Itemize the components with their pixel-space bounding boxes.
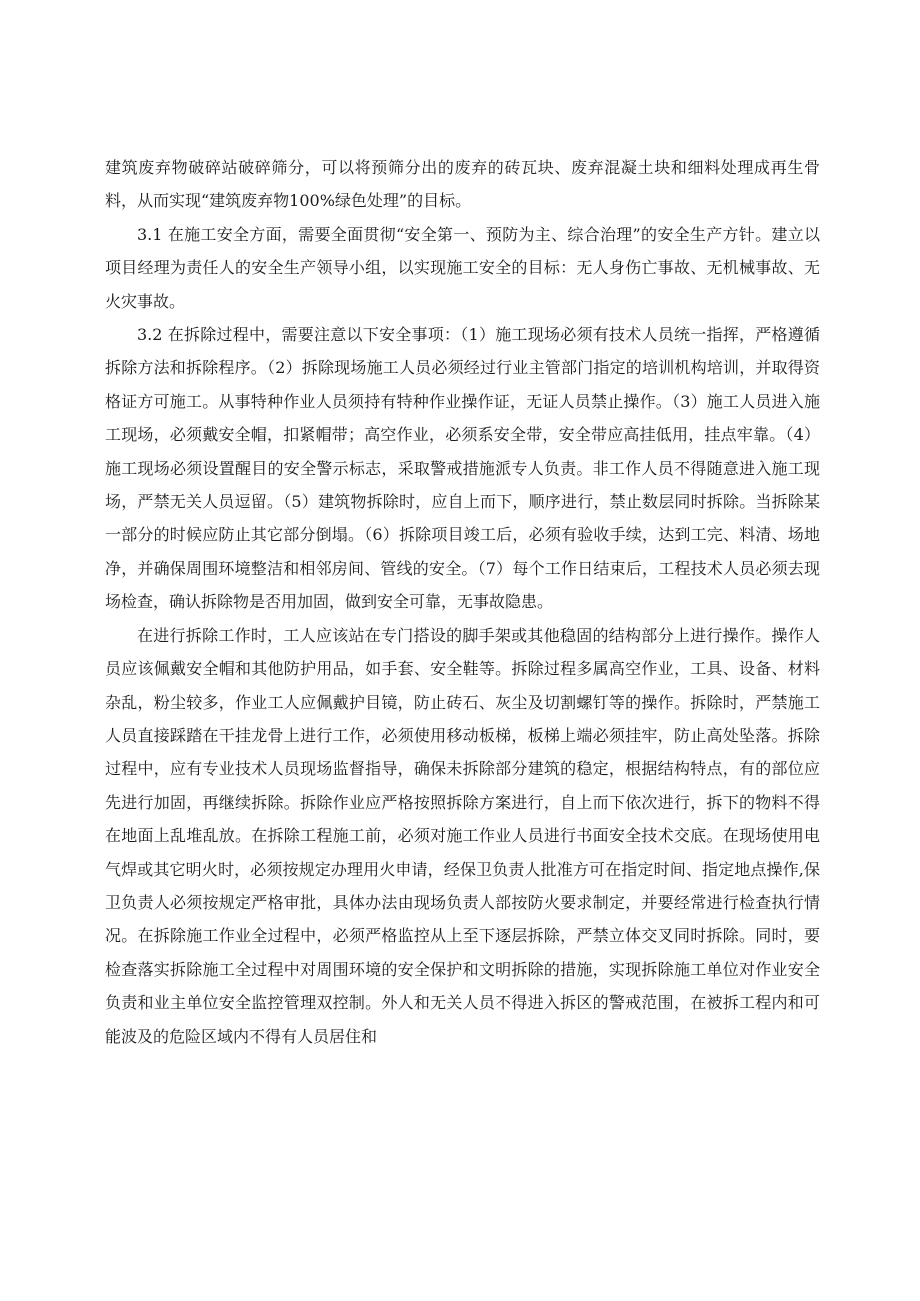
paragraph-section-3-2: 3.2 在拆除过程中，需要注意以下安全事项：（1）施工现场必须有技术人员统一指挥，严格遵循拆除方法和拆除程序。（2）拆除现场施工人员必须经过行业主管部门指定的培训机构培训，并取得资格证方可施工。从事特种作业人员须持有特种作业操作证，无证人员禁止操作。（3）施工人员进入施工现场，必须戴安全帽，扣紧帽带；高空作业，必须系安全带，安全带应高挂低用，挂点牢靠。（4）施工现场必须设置醒目的安全警示标志，采取警戒措施派专人负责。非工作人员不得随意进入施工现场，严禁无关人员逗留。（5）建筑物拆除时，应自上而下，顺序进行，禁止数层同时拆除。当拆除某一部分的时候应防止其它部分倒塌。（6）拆除项目竣工后，必须有验收手续，达到工完、料清、场地净，并确保周围环境整洁和相邻房间、管线的安全。（7）每个工作日结束后，工程技术人员必须去现场检查，确认拆除物是否用加固，做到安全可靠，无事故隐患。 bbox=[105, 325, 820, 612]
paragraph-continuation: 建筑废弃物破碎站破碎筛分，可以将预筛分出的废弃的砖瓦块、废弃混凝土块和细料处理成再生骨料，从而实现“建筑废弃物100%绿色处理”的目标。 bbox=[105, 158, 820, 211]
paragraph-section-3-1: 3.1 在施工安全方面，需要全面贯彻“安全第一、预防为主、综合治理”的安全生产方针。建立以项目经理为责任人的安全生产领导小组，以实现施工安全的目标：无人身伤亡事故、无机械事故、无火灾事故。 bbox=[105, 224, 820, 311]
body-text bbox=[105, 151, 820, 1053]
paragraph-demolition-operations: 在进行拆除工作时，工人应该站在专门搭设的脚手架或其他稳固的结构部分上进行操作。操作人员应该佩戴安全帽和其他防护用品，如手套、安全鞋等。拆除过程多属高空作业，工具、设备、材料杂乱，粉尘较多，作业工人应佩戴护目镜，防止砖石、灰尘及切割螺钉等的操作。拆除时，严禁施工人员直接踩踏在干挂龙骨上进行工作，必须使用移动板梯，板梯上端必须挂牢，防止高处坠落。拆除过程中，应有专业技术人员现场监督指导，确保未拆除部分建筑的稳定，根据结构特点，有的部位应先进行加固，再继续拆除。拆除作业应严格按照拆除方案进行，自上而下依次进行，拆下的物料不得在地面上乱堆乱放。在拆除工程施工前，必须对施工作业人员进行书面安全技术交底。在现场使用电气焊或其它明火时，必须按规定办理用火申请，经保卫负责人批准方可在指定时间、指定地点操作,保卫负责人必须按规定严格审批，具体办法由现场负责人部按防火要求制定，并要经常进行检查执行情况。在拆除施工作业全过程中，必须严格监控从上至下逐层拆除，严禁立体交叉同时拆除。同时，要检查落实拆除施工全过程中对周围环境的安全保护和文明拆除的措施，实现拆除施工单位对作业安全负责和业主单位安全监控管理双控制。外人和无关人员不得进入拆区的警戒范围，在被拆工程内和可能波及的危险区域内不得有人员居住和 bbox=[105, 625, 820, 1046]
